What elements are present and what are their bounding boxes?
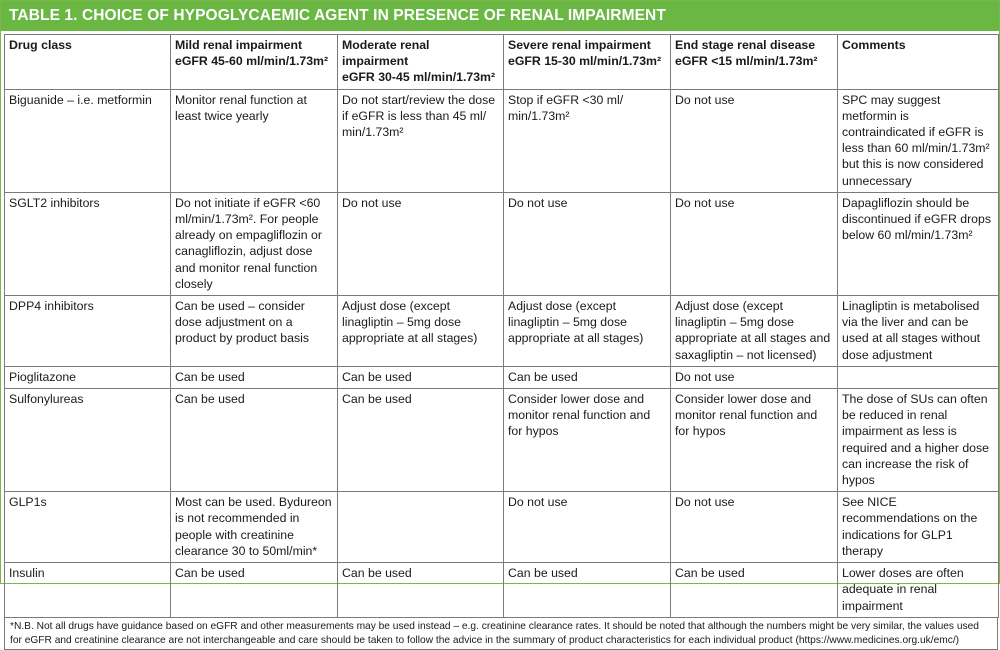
comments-cell: Dapagliflozin should be discontinued if eGFR drops below 60 ml/min/1.73m² [838,192,999,295]
severe-cell: Do not use [504,192,671,295]
drug-class-cell: GLP1s [5,492,171,563]
footnote: *N.B. Not all drugs have guidance based on eGFR and other measurements may be used instead – e.g. creatinine clearance rates. It should be noted that although the numbers might be very similar, the values used for eGFR and creatinine clearance are not interchangeable and care should be taken to follow the advice in the summary of product characteristics for each individual product (https://www.medicines.org.uk/emc/) [4,618,998,650]
drug-class-cell: Sulfonylureas [5,389,171,492]
header-mild: Mild renal impairment eGFR 45-60 ml/min/1.73m² [171,35,338,90]
end-stage-cell: Can be used [671,563,838,618]
comments-cell: SPC may suggest metformin is contraindicated if eGFR is less than 60 ml/min/1.73m² but this is now considered unnecessary [838,89,999,192]
comments-cell [838,366,999,388]
severe-cell: Consider lower dose and monitor renal function and for hypos [504,389,671,492]
moderate-cell: Can be used [338,389,504,492]
header-end-stage: End stage renal disease eGFR <15 ml/min/1.73m² [671,35,838,90]
end-stage-cell: Adjust dose (except linagliptin – 5mg dose appropriate at all stages and saxagliptin – not licensed) [671,296,838,367]
end-stage-cell: Do not use [671,366,838,388]
comments-cell: Lower doses are often adequate in renal impairment [838,563,999,618]
header-row [5,35,999,90]
mild-cell: Most can be used. Bydureon is not recommended in people with creatinine clearance 30 to 50ml/min* [171,492,338,563]
moderate-cell: Can be used [338,366,504,388]
drug-class-cell: SGLT2 inhibitors [5,192,171,295]
end-stage-cell: Do not use [671,192,838,295]
comments-cell: See NICE recommendations on the indications for GLP1 therapy [838,492,999,563]
mild-cell: Do not initiate if eGFR <60 ml/min/1.73m². For people already on empagliflozin or canagliflozin, adjust dose and monitor renal function closely [171,192,338,295]
comments-cell: The dose of SUs can often be reduced in renal impairment as less is required and a higher dose can increase the risk of hypos [838,389,999,492]
table-row [5,296,999,367]
table-row [5,366,999,388]
moderate-cell: Adjust dose (except linagliptin – 5mg dose appropriate at all stages) [338,296,504,367]
header-moderate: Moderate renal impairment eGFR 30-45 ml/min/1.73m² [338,35,504,90]
table-row [5,389,999,492]
drug-class-cell: DPP4 inhibitors [5,296,171,367]
moderate-cell: Do not start/review the dose if eGFR is less than 45 ml/ min/1.73m² [338,89,504,192]
mild-cell: Can be used [171,563,338,618]
comments-cell: Linagliptin is metabolised via the liver and can be used at all stages without dose adjustment [838,296,999,367]
severe-cell: Can be used [504,366,671,388]
table-row [5,89,999,192]
moderate-cell: Do not use [338,192,504,295]
severe-cell: Do not use [504,492,671,563]
end-stage-cell: Do not use [671,89,838,192]
mild-cell: Can be used [171,389,338,492]
mild-cell: Can be used – consider dose adjustment on a product by product basis [171,296,338,367]
table-row [5,563,999,618]
header-drug-class: Drug class [5,35,171,90]
renal-impairment-table [4,34,999,618]
moderate-cell [338,492,504,563]
table-title: TABLE 1. CHOICE OF HYPOGLYCAEMIC AGENT IN PRESENCE OF RENAL IMPAIRMENT [1,1,999,31]
drug-class-cell: Insulin [5,563,171,618]
severe-cell: Stop if eGFR <30 ml/ min/1.73m² [504,89,671,192]
moderate-cell: Can be used [338,563,504,618]
mild-cell: Monitor renal function at least twice yearly [171,89,338,192]
end-stage-cell: Do not use [671,492,838,563]
severe-cell: Adjust dose (except linagliptin – 5mg dose appropriate at all stages) [504,296,671,367]
drug-class-cell: Pioglitazone [5,366,171,388]
table-row [5,492,999,563]
mild-cell: Can be used [171,366,338,388]
table-row [5,192,999,295]
header-severe: Severe renal impairment eGFR 15-30 ml/min/1.73m² [504,35,671,90]
end-stage-cell: Consider lower dose and monitor renal function and for hypos [671,389,838,492]
drug-class-cell: Biguanide – i.e. metformin [5,89,171,192]
header-comments: Comments [838,35,999,90]
severe-cell: Can be used [504,563,671,618]
